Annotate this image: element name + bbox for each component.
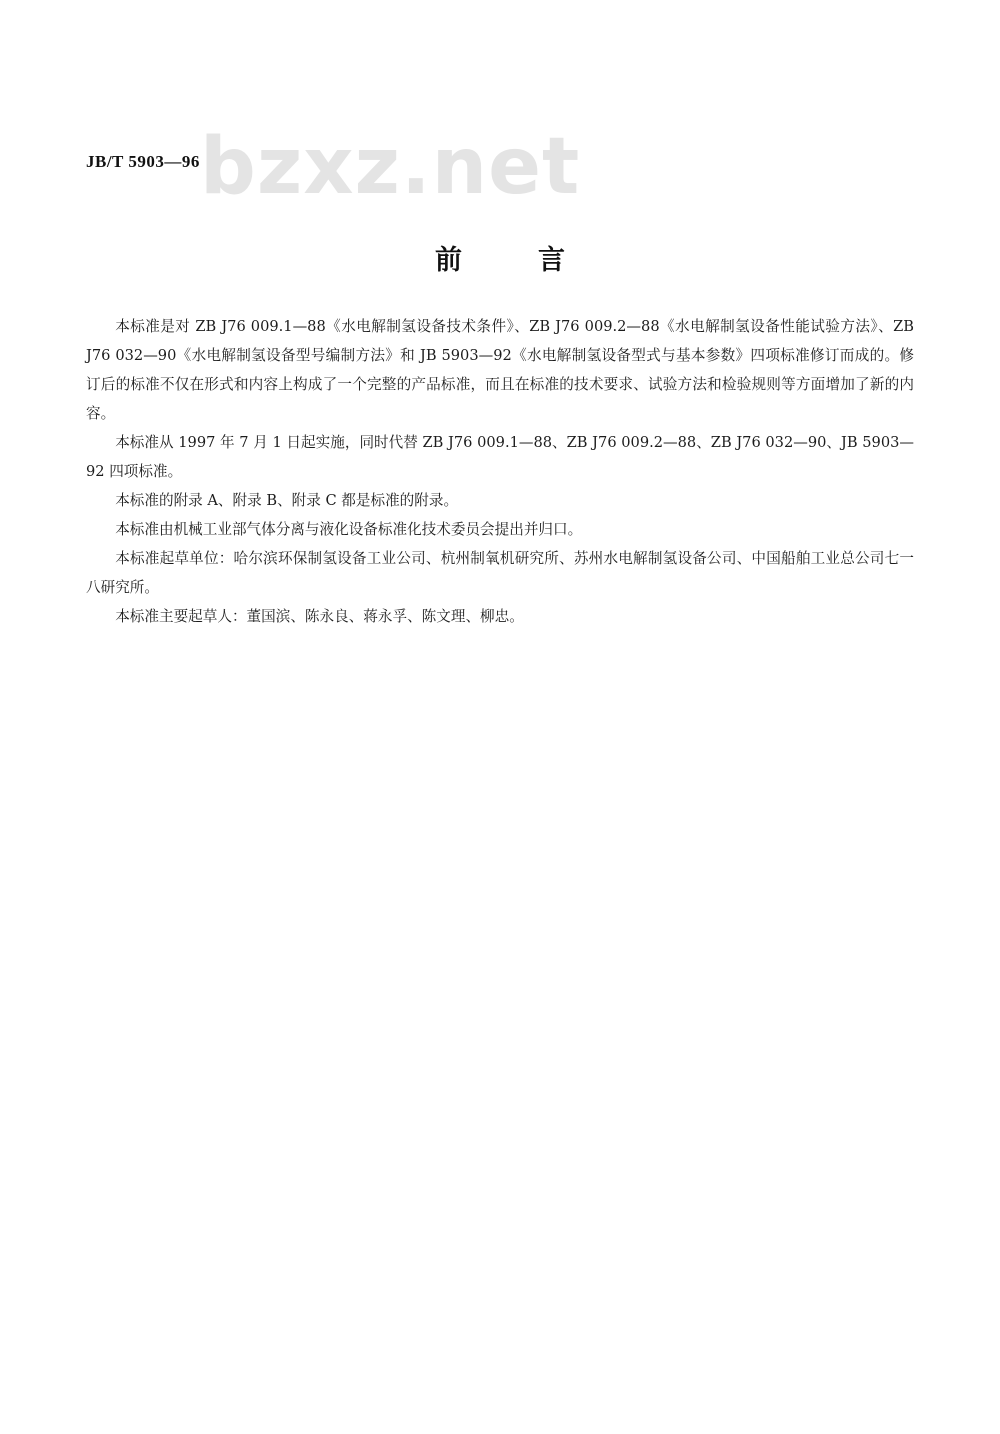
watermark: bzxz.net (200, 122, 581, 212)
paragraph: 本标准由机械工业部气体分离与液化设备标准化技术委员会提出并归口。 (115, 521, 583, 538)
paragraph: 本标准从 1997 年 7 月 1 日起实施，同时代替 ZB J76 009.1—88、ZB J76 009.2—88、ZB J76 032—90、JB 5903—92 四项标准。 (86, 434, 914, 480)
paragraph: 本标准的附录 A、附录 B、附录 C 都是标准的附录。 (115, 492, 459, 509)
standard-code: JB/T 5903—96 (86, 152, 200, 171)
body-text (86, 312, 914, 631)
paragraph: 本标准起草单位：哈尔滨环保制氢设备工业公司、杭州制氧机研究所、苏州水电解制氢设备公司、中国船舶工业总公司七一八研究所。 (86, 550, 914, 596)
paragraph: 本标准是对 ZB J76 009.1—88《水电解制氢设备技术条件》、ZB J76 009.2—88《水电解制氢设备性能试验方法》、ZB J76 032—90《水电解制氢设备型号编制方法》和 JB 5903—92《水电解制氢设备型式与基本参数》四项标准修订而成的。修订后的标准不仅在形式和内容上构成了一个完整的产品标准，而且在标准的技术要求、试验方法和检验规则等方面增加了新的内容。 (86, 318, 914, 422)
page-title: 前言 (435, 245, 641, 276)
paragraph: 本标准主要起草人：董国滨、陈永良、蒋永孚、陈文理、柳忠。 (115, 608, 524, 625)
